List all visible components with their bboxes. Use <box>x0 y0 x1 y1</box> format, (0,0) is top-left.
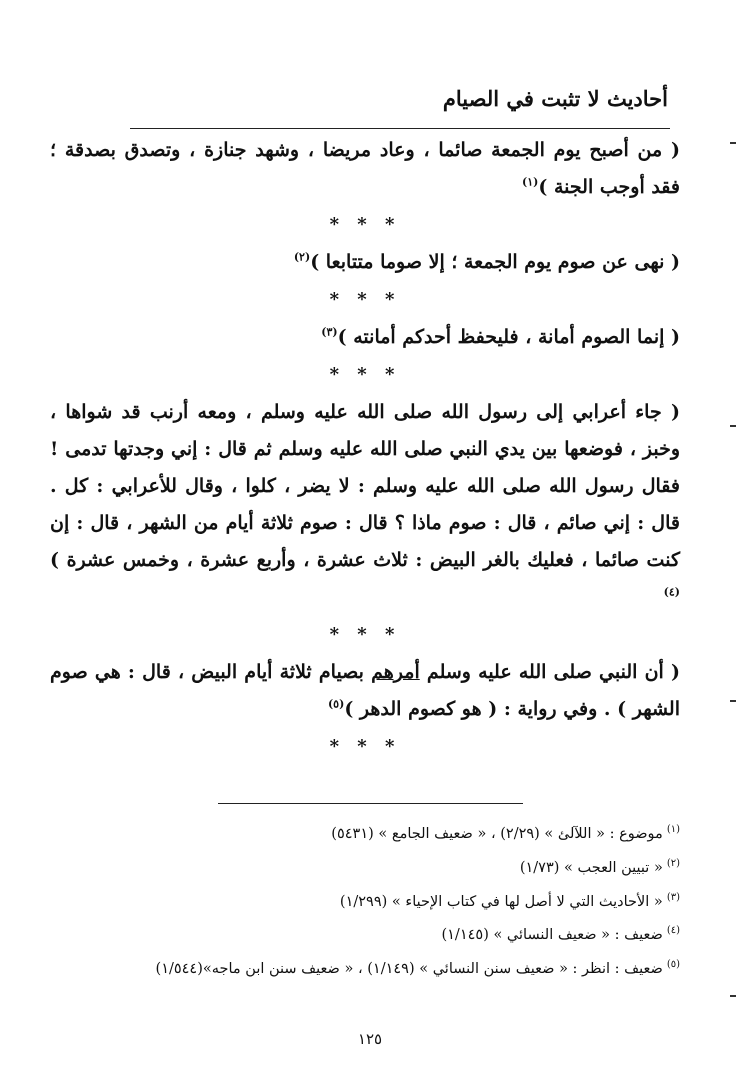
hadith-text: ( أن النبي صلى الله عليه وسلم <box>419 661 680 683</box>
footnote-4 <box>110 916 680 950</box>
footnote-number: (٣) <box>666 891 680 903</box>
hadith-text: ( جاء أعرابي إلى رسول الله صلى الله عليه وسلم ، ومعه أرنب قد شواها ، وخبز ، فوضعها بين يدي النبي صلى الله عليه وسلم ثم قال : إني وجدتها تدمى ! فقال رسول الله صلى الله عليه وسلم : لا يضر ، كلوا ، وقال للأعرابي : كل . قال : إني صائم ، قال : صوم ماذا ؟ قال : صوم ثلاثة أيام من الشهر ، قال : إن كنت صائما ، فعليك بالغر البيض : ثلاث عشرة ، وأربع عشرة ، وخمس عشرة ) <box>50 401 680 571</box>
hadith-4 <box>50 394 680 616</box>
underlined-word: أمرهم <box>371 661 420 683</box>
footnote-rule <box>218 803 523 804</box>
footnote-number: (١) <box>666 824 680 835</box>
footnote-text: ضعيف : انظر : « ضعيف سنن النسائي » (١/١٤٩) ، « ضعيف سنن ابن ماجه»(١/٥٤٤) <box>155 961 663 978</box>
separator: * * * <box>329 736 401 757</box>
main-text <box>50 132 680 766</box>
hadith-text: بصيام ثلاثة أيام البيض ، قال : هي صوم الشهر ) . وفي رواية : ( هو كصوم الدهر ) <box>50 661 680 720</box>
page-number: ١٢٥ <box>357 1030 383 1048</box>
footnote-ref[interactable]: (٥) <box>327 697 345 711</box>
footnote-text: موضوع : « اللآلئ » (٢/٢٩) ، « ضعيف الجامع » (٥٤٣١) <box>331 825 663 842</box>
footnote-ref[interactable]: (١) <box>522 175 539 189</box>
separator: * * * <box>329 214 401 235</box>
edge-mark <box>730 995 736 997</box>
header-rule <box>130 128 670 129</box>
hadith-5 <box>50 654 680 728</box>
separator: * * * <box>329 364 401 385</box>
footnote-5 <box>110 950 680 984</box>
separator: * * * <box>329 624 401 645</box>
footnote-number: (٢) <box>666 857 680 869</box>
footnote-ref[interactable]: (٤) <box>663 585 680 599</box>
footnote-3 <box>110 883 680 917</box>
footnote-1 <box>110 815 680 849</box>
footnote-ref[interactable]: (٢) <box>293 250 311 264</box>
footnote-text: ضعيف : « ضعيف النسائي » (١/١٤٥) <box>441 927 663 944</box>
footnote-text: « تبيين العجب » (١/٧٣) <box>519 859 663 876</box>
separator: * * * <box>329 289 401 310</box>
hadith-1 <box>50 132 680 206</box>
edge-mark <box>730 425 736 427</box>
footnotes <box>110 815 680 984</box>
hadith-3 <box>50 319 680 356</box>
edge-mark <box>730 700 736 702</box>
hadith-text: ( نهى عن صوم يوم الجمعة ؛ إلا صوما متتابعا ) <box>310 251 680 273</box>
hadith-text: ( إنما الصوم أمانة ، فليحفظ أحدكم أمانته ) <box>337 326 680 348</box>
hadith-2 <box>50 244 680 281</box>
footnote-ref[interactable]: (٣) <box>321 325 338 339</box>
hadith-text: ( من أصبح يوم الجمعة صائما ، وعاد مريضا ، وشهد جنازة ، وتصدق بصدقة ؛ فقد أوجب الجنة ) <box>50 139 680 198</box>
footnote-number: (٥) <box>666 959 680 971</box>
running-header: أحاديث لا تثبت في الصيام <box>442 86 668 111</box>
footnote-number: (٤) <box>666 925 680 937</box>
edge-mark <box>730 142 736 144</box>
footnote-text: « الأحاديث التي لا أصل لها في كتاب الإحياء » (١/٢٩٩) <box>339 893 663 910</box>
footnote-2 <box>110 849 680 883</box>
